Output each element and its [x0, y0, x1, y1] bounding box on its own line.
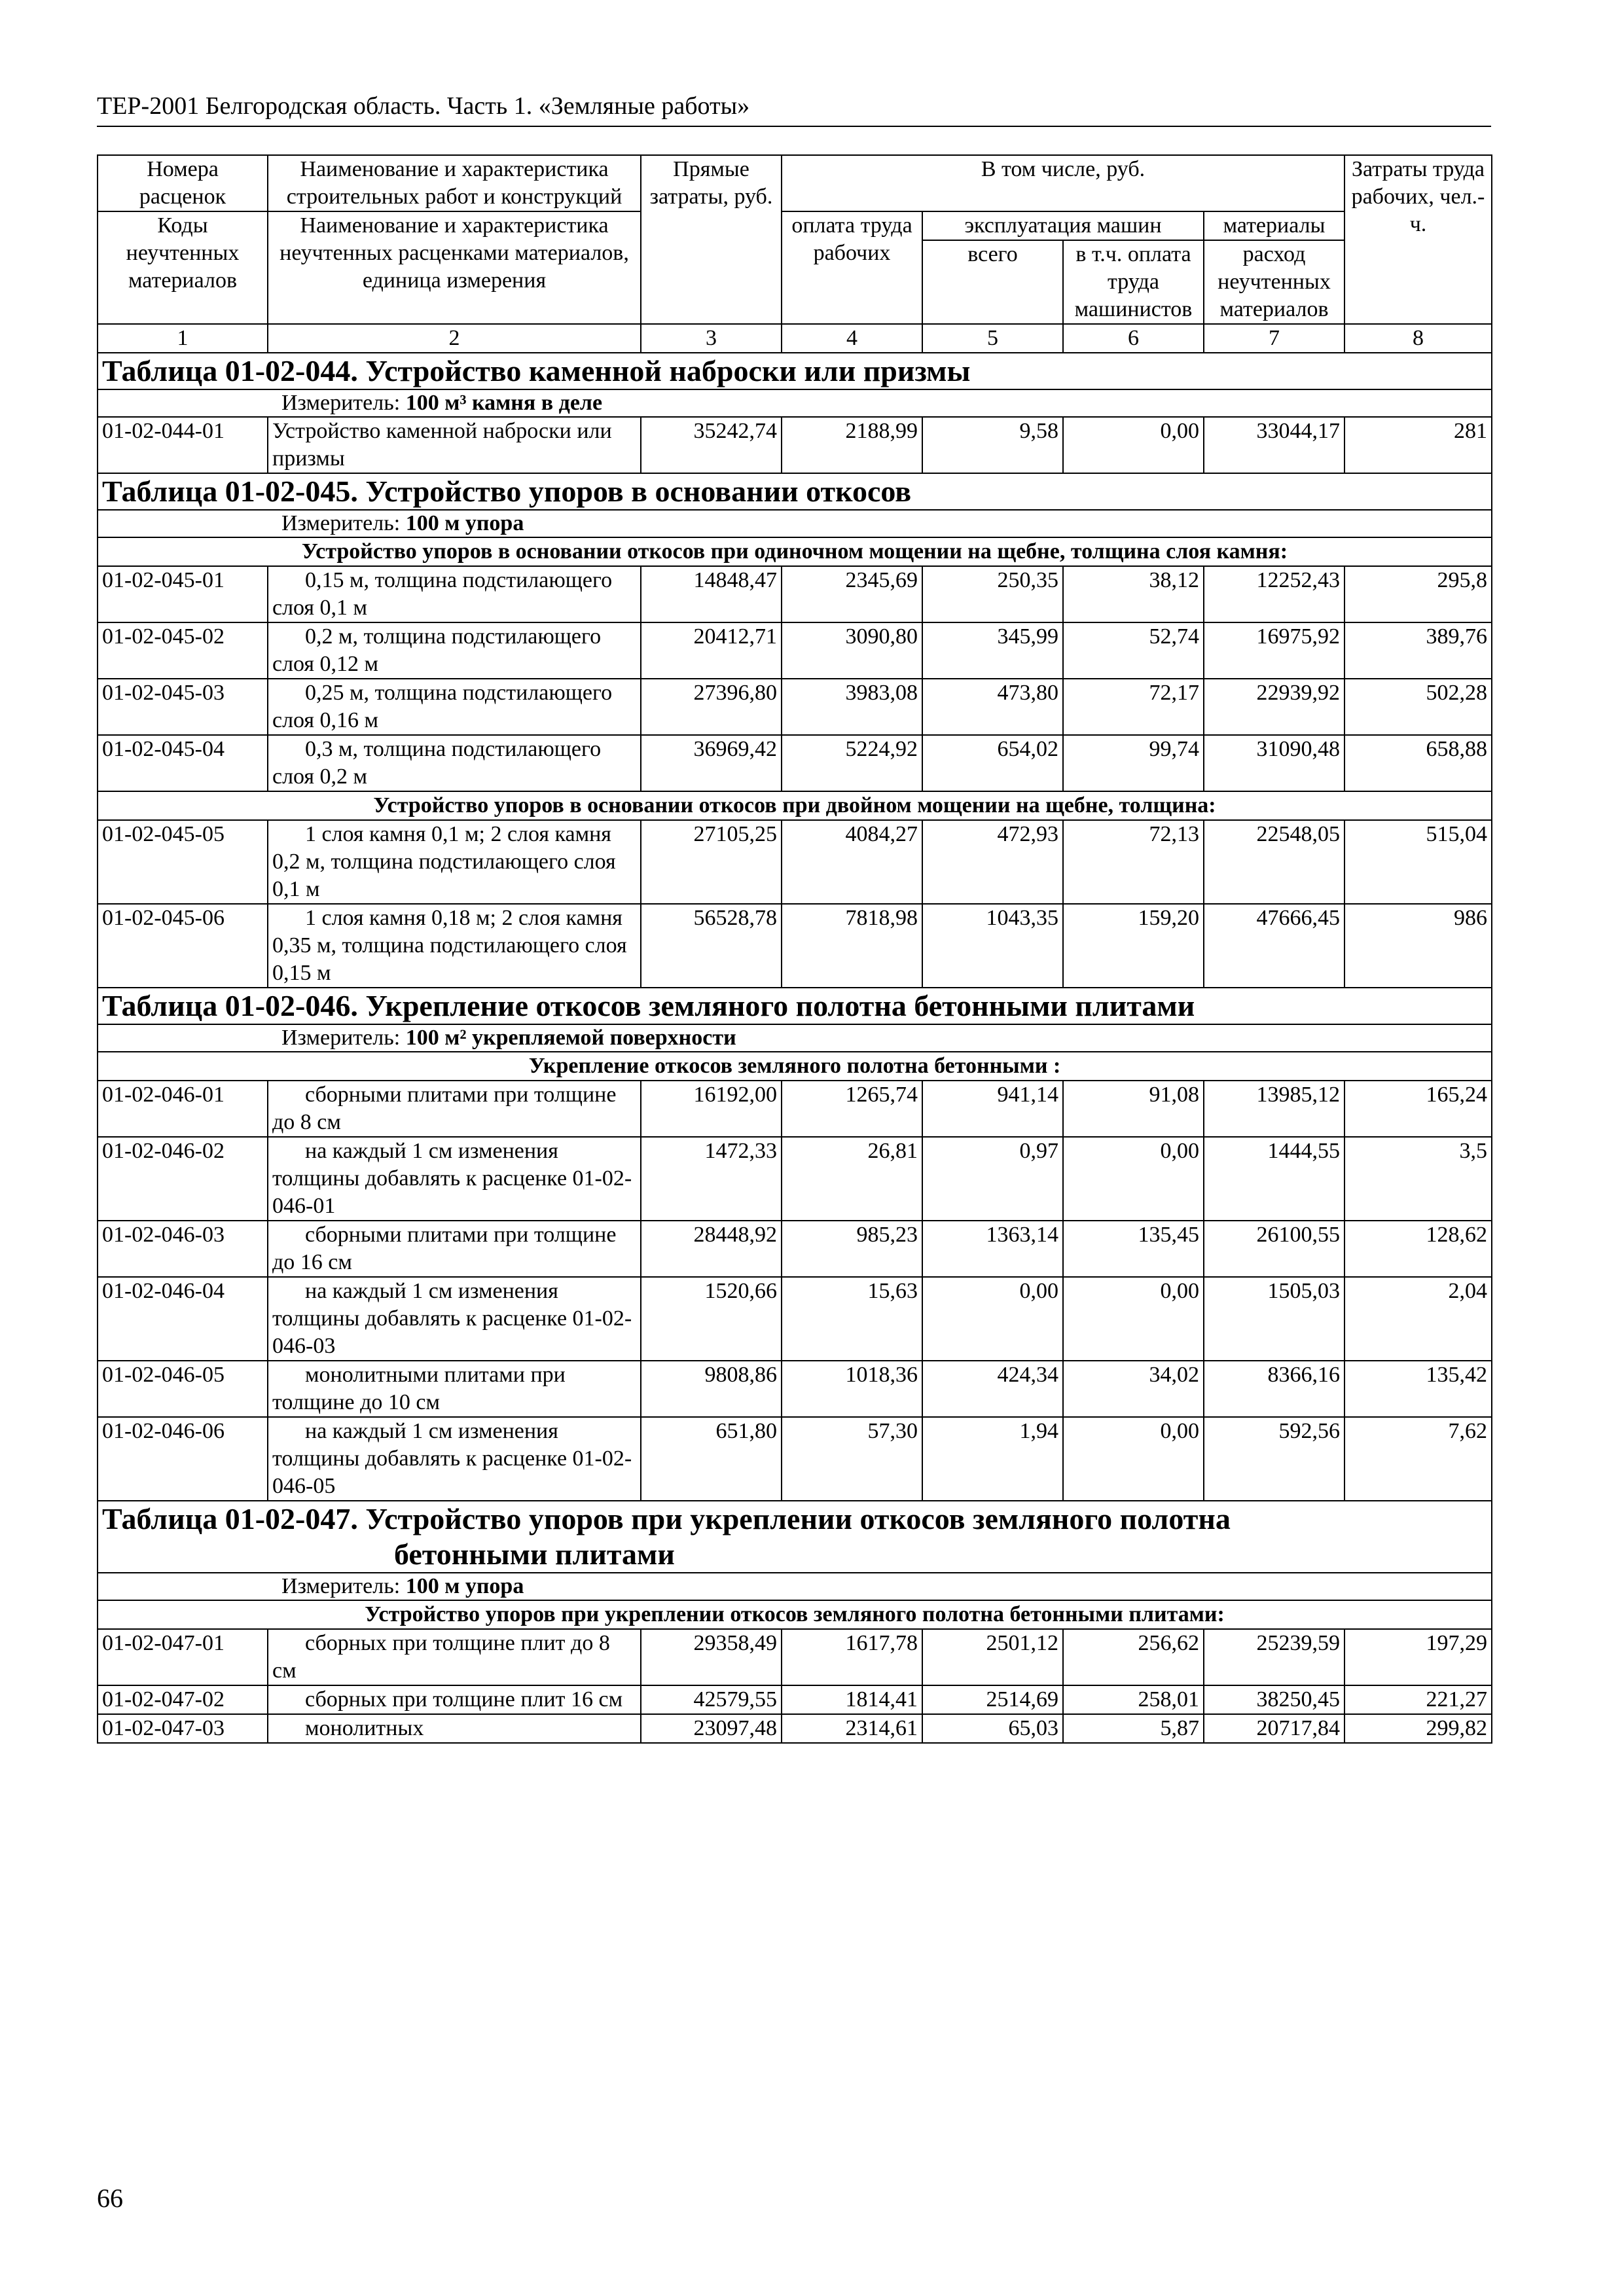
table-row	[98, 1137, 1492, 1221]
rate-code: 01-02-045-05	[98, 820, 268, 904]
rate-name: 1 слоя камня 0,18 м; 2 слоя камня 0,35 м, толщина подстилающего слоя 0,15 м	[268, 904, 641, 988]
rate-name: 0,3 м, толщина подстилающего слоя 0,2 м	[268, 735, 641, 791]
worker-pay: 985,23	[782, 1221, 922, 1277]
labor-hours: 165,24	[1344, 1081, 1492, 1137]
measure-label: Измеритель:	[281, 1574, 401, 1598]
table-row	[98, 566, 1492, 622]
machines-total: 345,99	[922, 622, 1063, 679]
machines-total: 941,14	[922, 1081, 1063, 1137]
section-measure	[98, 389, 1492, 417]
labor-hours: 135,42	[1344, 1361, 1492, 1417]
rate-name: сборных при толщине плит до 8 см	[268, 1629, 641, 1685]
labor-hours: 295,8	[1344, 566, 1492, 622]
col-number: 8	[1344, 324, 1492, 353]
worker-pay: 3983,08	[782, 679, 922, 735]
section-title-row	[98, 988, 1492, 1024]
section-title	[98, 473, 1492, 510]
section-title	[98, 1501, 1492, 1573]
materials-cost: 31090,48	[1204, 735, 1344, 791]
labor-hours: 502,28	[1344, 679, 1492, 735]
section-title-line: Таблица 01-02-046. Укрепление откосов земляного полотна бетонными плитами	[102, 989, 1195, 1022]
machines-total: 2514,69	[922, 1685, 1063, 1714]
rate-name: 1 слоя камня 0,1 м; 2 слоя камня 0,2 м, толщина подстилающего слоя 0,1 м	[268, 820, 641, 904]
direct-costs: 29358,49	[641, 1629, 782, 1685]
header-unaccounted-materials: расход неучтенных материалов	[1204, 240, 1344, 324]
direct-costs: 28448,92	[641, 1221, 782, 1277]
measure-label: Измеритель:	[281, 511, 401, 535]
price-table	[97, 154, 1491, 1744]
table-row	[98, 679, 1492, 735]
header-material-codes: Коды неучтенных материалов	[98, 211, 268, 324]
direct-costs: 56528,78	[641, 904, 782, 988]
machines-total: 9,58	[922, 417, 1063, 473]
machinist-pay: 256,62	[1063, 1629, 1204, 1685]
labor-hours: 197,29	[1344, 1629, 1492, 1685]
direct-costs: 651,80	[641, 1417, 782, 1501]
direct-costs: 35242,74	[641, 417, 782, 473]
machinist-pay: 38,12	[1063, 566, 1204, 622]
rate-name: на каждый 1 см изменения толщины добавлять к расценке 01-02-046-05	[268, 1417, 641, 1501]
rate-name: Устройство каменной наброски или призмы	[268, 417, 641, 473]
col-number: 5	[922, 324, 1063, 353]
section-title-line: Таблица 01-02-047. Устройство упоров при укреплении откосов земляного полотна	[102, 1502, 1231, 1535]
header-rate-number: Номера расценок	[98, 155, 268, 211]
machinist-pay: 52,74	[1063, 622, 1204, 679]
machines-total: 1,94	[922, 1417, 1063, 1501]
worker-pay: 1814,41	[782, 1685, 922, 1714]
measure-unit: 100 м² укрепляемой поверхности	[405, 1026, 736, 1050]
section-title	[98, 988, 1492, 1024]
table-row	[98, 1417, 1492, 1501]
worker-pay: 4084,27	[782, 820, 922, 904]
rate-name: на каждый 1 см изменения толщины добавлять к расценке 01-02-046-01	[268, 1137, 641, 1221]
labor-hours: 128,62	[1344, 1221, 1492, 1277]
machines-total: 250,35	[922, 566, 1063, 622]
header-machines: эксплуатация машин	[922, 211, 1204, 240]
labor-hours: 299,82	[1344, 1714, 1492, 1743]
direct-costs: 14848,47	[641, 566, 782, 622]
machinist-pay: 99,74	[1063, 735, 1204, 791]
table-row	[98, 1685, 1492, 1714]
section-measure	[98, 1024, 1492, 1052]
rate-name: на каждый 1 см изменения толщины добавлять к расценке 01-02-046-03	[268, 1277, 641, 1361]
machinist-pay: 34,02	[1063, 1361, 1204, 1417]
table-row	[98, 1221, 1492, 1277]
materials-cost: 47666,45	[1204, 904, 1344, 988]
materials-cost: 20717,84	[1204, 1714, 1344, 1743]
col-number: 1	[98, 324, 268, 353]
materials-cost: 22548,05	[1204, 820, 1344, 904]
section-title-line: Таблица 01-02-045. Устройство упоров в основании откосов	[102, 475, 912, 508]
rate-name: сборных при толщине плит 16 см	[268, 1685, 641, 1714]
subheading: Укрепление откосов земляного полотна бетонными :	[98, 1052, 1492, 1081]
worker-pay: 26,81	[782, 1137, 922, 1221]
rates-table	[97, 154, 1492, 1744]
labor-hours: 658,88	[1344, 735, 1492, 791]
rate-code: 01-02-047-02	[98, 1685, 268, 1714]
worker-pay: 57,30	[782, 1417, 922, 1501]
col-number: 4	[782, 324, 922, 353]
machinist-pay: 72,17	[1063, 679, 1204, 735]
table-row	[98, 622, 1492, 679]
table-row	[98, 1361, 1492, 1417]
measure-unit: 100 м³ камня в деле	[405, 391, 603, 415]
machines-total: 1043,35	[922, 904, 1063, 988]
worker-pay: 5224,92	[782, 735, 922, 791]
materials-cost: 33044,17	[1204, 417, 1344, 473]
rate-code: 01-02-047-01	[98, 1629, 268, 1685]
materials-cost: 16975,92	[1204, 622, 1344, 679]
rate-code: 01-02-046-06	[98, 1417, 268, 1501]
subheading: Устройство упоров в основании откосов при одиночном мощении на щебне, толщина слоя камня:	[98, 537, 1492, 566]
machinist-pay: 91,08	[1063, 1081, 1204, 1137]
machines-total: 0,00	[922, 1277, 1063, 1361]
direct-costs: 27105,25	[641, 820, 782, 904]
section-title-row	[98, 473, 1492, 510]
subheading-row	[98, 1600, 1492, 1629]
machinist-pay: 0,00	[1063, 1137, 1204, 1221]
rate-code: 01-02-046-02	[98, 1137, 268, 1221]
subheading-row	[98, 1052, 1492, 1081]
labor-hours: 7,62	[1344, 1417, 1492, 1501]
labor-hours: 281	[1344, 417, 1492, 473]
machines-total: 65,03	[922, 1714, 1063, 1743]
header-machines-total: всего	[922, 240, 1063, 324]
measure-label: Измеритель:	[281, 391, 401, 415]
direct-costs: 1520,66	[641, 1277, 782, 1361]
page-number: 66	[97, 2183, 123, 2213]
section-title-row	[98, 353, 1492, 389]
direct-costs: 16192,00	[641, 1081, 782, 1137]
materials-cost: 22939,92	[1204, 679, 1344, 735]
section-measure	[98, 1573, 1492, 1600]
table-row	[98, 417, 1492, 473]
section-measure-row	[98, 389, 1492, 417]
header-labor-hours: Затраты труда рабочих, чел.-ч.	[1344, 155, 1492, 324]
direct-costs: 9808,86	[641, 1361, 782, 1417]
section-title-line: Таблица 01-02-044. Устройство каменной наброски или призмы	[102, 354, 971, 387]
section-title-line: бетонными плитами	[394, 1537, 675, 1571]
direct-costs: 36969,42	[641, 735, 782, 791]
section-title-row	[98, 1501, 1492, 1573]
col-number: 2	[268, 324, 641, 353]
col-number: 7	[1204, 324, 1344, 353]
worker-pay: 1018,36	[782, 1361, 922, 1417]
measure-unit: 100 м упора	[405, 1574, 524, 1598]
materials-cost: 12252,43	[1204, 566, 1344, 622]
header-worker-pay: оплата труда рабочих	[782, 211, 922, 324]
table-row	[98, 1714, 1492, 1743]
materials-cost: 1505,03	[1204, 1277, 1344, 1361]
page-header: ТЕР-2001 Белгородская область. Часть 1. «Земляные работы»	[97, 92, 1491, 127]
table-row	[98, 735, 1492, 791]
materials-cost: 26100,55	[1204, 1221, 1344, 1277]
machinist-pay: 72,13	[1063, 820, 1204, 904]
rate-code: 01-02-044-01	[98, 417, 268, 473]
rate-name: монолитных	[268, 1714, 641, 1743]
col-number: 3	[641, 324, 782, 353]
section-measure	[98, 510, 1492, 537]
rate-name: 0,15 м, толщина подстилающего слоя 0,1 м	[268, 566, 641, 622]
worker-pay: 1265,74	[782, 1081, 922, 1137]
rate-code: 01-02-047-03	[98, 1714, 268, 1743]
machines-total: 473,80	[922, 679, 1063, 735]
machinist-pay: 0,00	[1063, 1277, 1204, 1361]
rate-name: 0,2 м, толщина подстилающего слоя 0,12 м	[268, 622, 641, 679]
rate-name: сборными плитами при толщине до 8 см	[268, 1081, 641, 1137]
machinist-pay: 159,20	[1063, 904, 1204, 988]
labor-hours: 2,04	[1344, 1277, 1492, 1361]
header-materials: материалы	[1204, 211, 1344, 240]
section-measure-row	[98, 510, 1492, 537]
materials-cost: 592,56	[1204, 1417, 1344, 1501]
measure-unit: 100 м упора	[405, 511, 524, 535]
labor-hours: 986	[1344, 904, 1492, 988]
section-title	[98, 353, 1492, 389]
machines-total: 0,97	[922, 1137, 1063, 1221]
table-row	[98, 1081, 1492, 1137]
section-measure-row	[98, 1024, 1492, 1052]
worker-pay: 3090,80	[782, 622, 922, 679]
header-machinist-pay: в т.ч. оплата труда машинистов	[1063, 240, 1204, 324]
materials-cost: 1444,55	[1204, 1137, 1344, 1221]
header-direct-costs: Прямые затраты, руб.	[641, 155, 782, 324]
header-material-names: Наименование и характеристика неучтенных расценками материалов, единица измерения	[268, 211, 641, 324]
rate-name: монолитными плитами при толщине до 10 см	[268, 1361, 641, 1417]
machinist-pay: 0,00	[1063, 1417, 1204, 1501]
rate-code: 01-02-045-06	[98, 904, 268, 988]
rate-code: 01-02-045-01	[98, 566, 268, 622]
labor-hours: 515,04	[1344, 820, 1492, 904]
worker-pay: 7818,98	[782, 904, 922, 988]
machinist-pay: 5,87	[1063, 1714, 1204, 1743]
worker-pay: 2188,99	[782, 417, 922, 473]
labor-hours: 3,5	[1344, 1137, 1492, 1221]
worker-pay: 2345,69	[782, 566, 922, 622]
worker-pay: 1617,78	[782, 1629, 922, 1685]
col-number: 6	[1063, 324, 1204, 353]
table-row	[98, 820, 1492, 904]
rate-code: 01-02-046-05	[98, 1361, 268, 1417]
machines-total: 1363,14	[922, 1221, 1063, 1277]
machines-total: 472,93	[922, 820, 1063, 904]
machines-total: 654,02	[922, 735, 1063, 791]
machinist-pay: 0,00	[1063, 417, 1204, 473]
rate-code: 01-02-045-04	[98, 735, 268, 791]
subheading: Устройство упоров при укреплении откосов земляного полотна бетонными плитами:	[98, 1600, 1492, 1629]
section-measure-row	[98, 1573, 1492, 1600]
measure-label: Измеритель:	[281, 1026, 401, 1050]
direct-costs: 20412,71	[641, 622, 782, 679]
materials-cost: 8366,16	[1204, 1361, 1344, 1417]
subheading-row	[98, 537, 1492, 566]
direct-costs: 1472,33	[641, 1137, 782, 1221]
subheading: Устройство упоров в основании откосов при двойном мощении на щебне, толщина:	[98, 791, 1492, 820]
worker-pay: 15,63	[782, 1277, 922, 1361]
machinist-pay: 258,01	[1063, 1685, 1204, 1714]
direct-costs: 27396,80	[641, 679, 782, 735]
subheading-row	[98, 791, 1492, 820]
machines-total: 424,34	[922, 1361, 1063, 1417]
direct-costs: 42579,55	[641, 1685, 782, 1714]
labor-hours: 221,27	[1344, 1685, 1492, 1714]
table-row	[98, 904, 1492, 988]
machines-total: 2501,12	[922, 1629, 1063, 1685]
rate-code: 01-02-046-04	[98, 1277, 268, 1361]
header-work-name: Наименование и характеристика строительных работ и конструкций	[268, 155, 641, 211]
materials-cost: 25239,59	[1204, 1629, 1344, 1685]
rate-code: 01-02-046-03	[98, 1221, 268, 1277]
table-row	[98, 1629, 1492, 1685]
direct-costs: 23097,48	[641, 1714, 782, 1743]
materials-cost: 13985,12	[1204, 1081, 1344, 1137]
rate-code: 01-02-045-03	[98, 679, 268, 735]
rate-name: 0,25 м, толщина подстилающего слоя 0,16 м	[268, 679, 641, 735]
table-row	[98, 1277, 1492, 1361]
worker-pay: 2314,61	[782, 1714, 922, 1743]
materials-cost: 38250,45	[1204, 1685, 1344, 1714]
machinist-pay: 135,45	[1063, 1221, 1204, 1277]
labor-hours: 389,76	[1344, 622, 1492, 679]
rate-name: сборными плитами при толщине до 16 см	[268, 1221, 641, 1277]
header-including: В том числе, руб.	[782, 155, 1344, 211]
rate-code: 01-02-046-01	[98, 1081, 268, 1137]
rate-code: 01-02-045-02	[98, 622, 268, 679]
